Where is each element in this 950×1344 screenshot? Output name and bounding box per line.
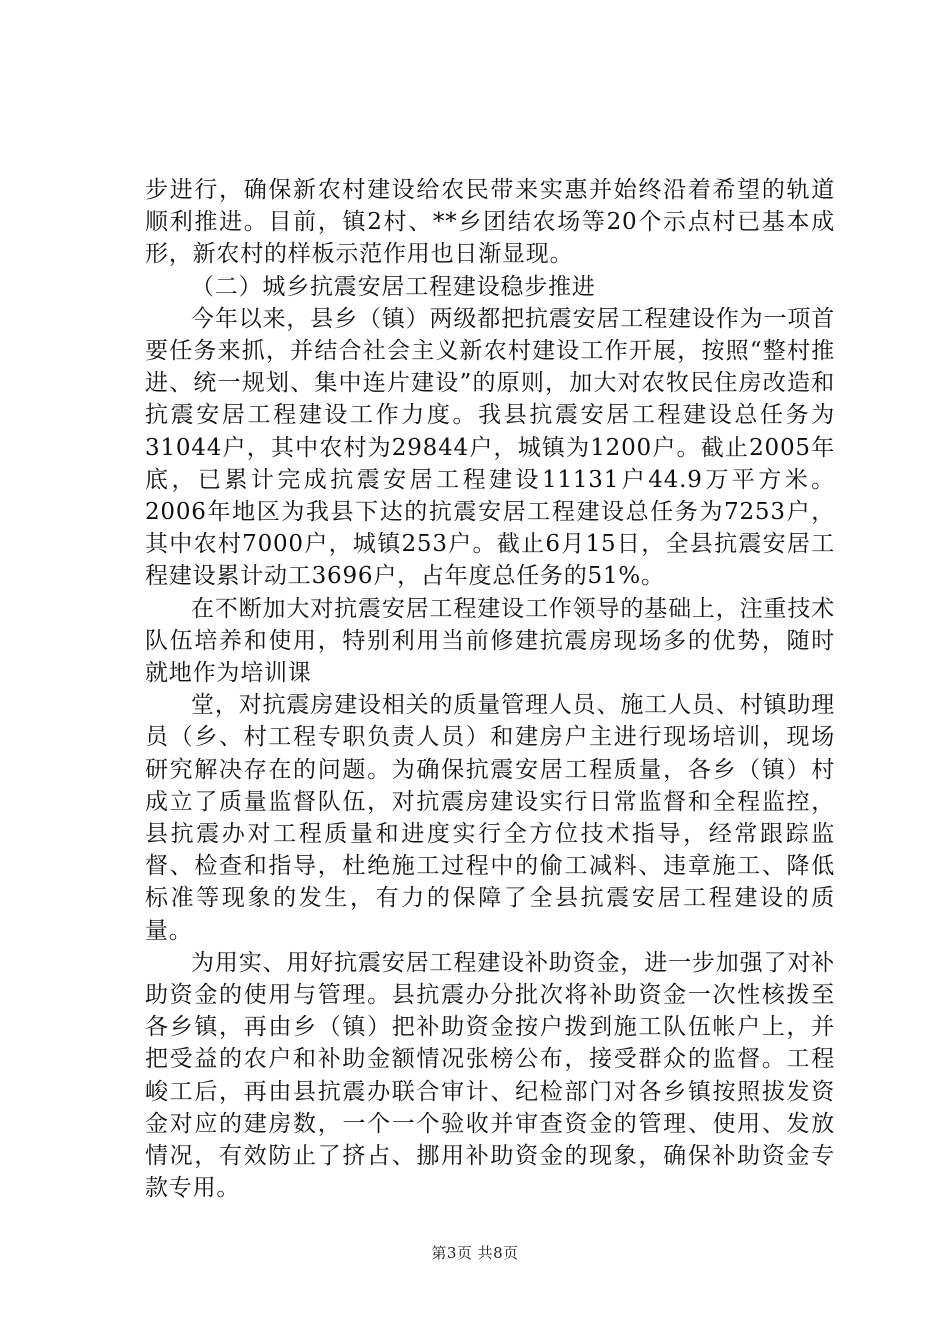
page-footer bbox=[0, 1243, 950, 1263]
paragraph-quality-supervision: 堂，对抗震房建设相关的质量管理人员、施工人员、村镇助理员（乡、村工程专职负责人员）和建房户主进行现场培训，现场研究解决存在的问题。为确保抗震安居工程质量，各乡（镇）村成立了质量监督队伍，对抗震房建设实行日常监督和全程监控，县抗震办对工程质量和进度实行全方位技术指导，经常跟踪监督、检查和指导，杜绝施工过程中的偷工减料、违章施工、降低标准等现象的发生，有力的保障了全县抗震安居工程建设的质量。 bbox=[145, 692, 835, 944]
page-number-label: 第3页 共8页 bbox=[431, 1244, 519, 1262]
paragraph-anti-seismic-overview: 今年以来，县乡（镇）两级都把抗震安居工程建设作为一项首要任务来抓，并结合社会主义新农村建设工作开展，按照“整村推进、统一规划、集中连片建设”的原则，加大对农牧民住房改造和抗震安居工程建设工作力度。我县抗震安居工程建设总任务为31044户，其中农村为29844户，城镇为1200户。截止2005年底，已累计完成抗震安居工程建设11131户44.9万平方米。2006年地区为我县下达的抗震安居工程建设总任务为7253户，其中农村7000户，城镇253户。截止6月15日，全县抗震安居工程建设累计动工3696户，占年度总任务的51%。 bbox=[145, 305, 835, 590]
document-body bbox=[145, 174, 835, 1205]
paragraph-subsidy-management: 为用实、用好抗震安居工程建设补助资金，进一步加强了对补助资金的使用与管理。县抗震办分批次将补助资金一次性核拨至各乡镇，再由乡（镇）把补助资金按户拨到施工队伍帐户上，并把受益的农户和补助金额情况张榜公布，接受群众的监督。工程峻工后，再由县抗震办联合审计、纪检部门对各乡镇按照拔发资金对应的建房数，一个一个验收并审查资金的管理、使用、发放情况，有效防止了挤占、挪用补助资金的现象，确保补助资金专款专用。 bbox=[145, 949, 835, 1202]
section-heading: （二）城乡抗震安居工程建设稳步推进 bbox=[191, 273, 596, 300]
paragraph-continuation: 步进行，确保新农村建设给农民带来实惠并始终沿着希望的轨道顺利推进。目前，镇2村、**乡团结农场等20个示点村已基本成形，新农村的样板示范作用也日渐显现。 bbox=[145, 177, 835, 268]
paragraph-technical-training: 在不断加大对抗震安居工程建设工作领导的基础上，注重技术队伍培养和使用，特别利用当前修建抗震房现场多的优势，随时就地作为培训课 bbox=[145, 595, 835, 687]
